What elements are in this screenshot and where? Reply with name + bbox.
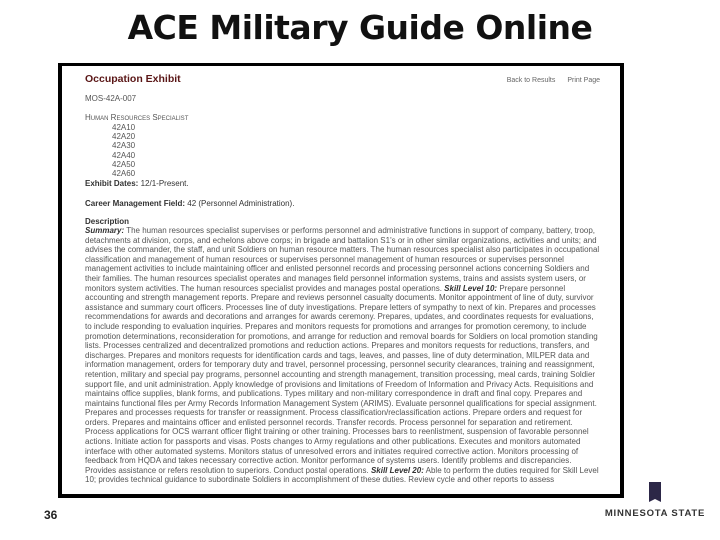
exhibit-dates: [85, 179, 189, 188]
skill-code: 42A20: [112, 132, 136, 142]
skill-code: 42A30: [112, 141, 136, 151]
page-links: [497, 77, 600, 84]
skill-level-20-text: Able to perform the duties required for Skill Level 10; provides technical guidance to subordinate Soldiers in accomplishment of these duties. Review cycle and other reports to assess: [85, 465, 599, 485]
back-to-results-link[interactable]: Back to Results: [506, 77, 556, 84]
occupation-exhibit-page: [62, 66, 620, 494]
minnesota-state-logo: [600, 482, 710, 519]
skill-code: 42A10: [112, 123, 136, 132]
exhibit-dates-label: Exhibit Dates:: [85, 179, 139, 188]
cmf-value: 42 (Personnel Administration).: [187, 199, 295, 208]
skill-level-20-label: Skill Level 20:: [370, 465, 424, 475]
logo-text: MINNESOTA STATE: [604, 508, 706, 519]
exhibit-dates-value: 12/1-Present.: [140, 179, 189, 188]
specialty-title: Human Resources Specialist: [85, 113, 189, 122]
skill-level-10-text: Prepare personnel accounting and strength management reports. Prepare and reviews personnel casualty documents. Monitor appointment of line of duty, survivor assistance and summary court officers. Processes line of duty investigations. Prepare letters of sympathy to next of kin. Prepares and processes recommendations for awards and decorations and arranges for awards ceremony. Prepares, updates, and coordinates requests for evaluations, to include responding to evaluation inquiries. Prepares and monitors requests for promotions and arranges for promotion ceremony, to include promotion determinations, reconsideration for promotions, and arrange for reduction and removal boards for Soldiers on local promotion standing lists. Processes centralized and decentralized promotions and reduction actions. Prepares and monitors requests for reductions, transfers, and discharges. Prepares and monitors requests for identification cards and tags, leaves, and passes, line of duty determination, MILPER data and information management, orders for temporary duty and travel, personnel processing, personnel security clearances, training and reassignment, retention, military and special pay programs, personnel accounting and strength management, transition processing, meal cards, training Soldier support file, and unit administration. Apply knowledge of provisions and limitations of Freedom of Information and Privacy Acts. Requisitions and maintains office supplies, blank forms, and publications. Types military and non-military correspondence in draft and final copy. Prepares and maintains functional files per Army Records Information Management System (ARIMS). Evaluate personnel qualifications for special assignment. Prepares and processes requests for transfer or reassignment. Process classification/reclassification actions. Prepare orders and request for orders. Prepares and maintains officer and enlisted personnel records. Transfer records. Process personnel for separation and retirement. Process applications for OCS warrant officer flight training or other training. Processes bars to reenlistment, suspension of favorable personnel actions. Initiate action for passports and visas. Posts changes to Army regulations and other publications. Executes and monitors automated interface with other automated systems. Monitors status of unresolved errors and initiates required corrective action. Monitors processing of feedback from HQDA and takes necessary corrective action. Monitor performance of systems users. Identify problems and discrepancies. Provides assistance or refers resolution to superiors. Conduct postal operations.: [85, 283, 598, 475]
description-heading: Description: [85, 217, 130, 226]
skill-code: 42A60: [112, 169, 136, 179]
slide-number: 36: [44, 508, 58, 522]
skill-level-10-label: Skill Level 10:: [444, 283, 498, 293]
skill-code: 42A40: [112, 150, 136, 160]
skill-code: 42A50: [112, 159, 136, 169]
logo-banner-icon: [649, 482, 661, 502]
summary-label: Summary:: [85, 226, 125, 235]
skill-code-list: [112, 123, 135, 178]
cmf-label: Career Management Field:: [85, 199, 186, 208]
career-management-field: [85, 199, 294, 208]
mos-id: MOS-42A-007: [85, 94, 137, 103]
description-text: [85, 226, 600, 485]
print-page-link[interactable]: Print Page: [567, 77, 600, 84]
summary-text: The human resources specialist supervises or performs personnel and administrative functions in support of company, battery, troop, detachments at division, corps, and echelons above corps; in brigade and battalion S1's or in other similar organizations, activities and units; and advises the commander, the staff, and unit Soldiers on human resource matters. The human resources specialist also participates in occupational classification and management of human resources or supervises personnel management of human resources or supervises personnel management activities to include maintaining officer and enlisted personnel records and processing personnel actions concerning Soldiers and their families. The human resources specialist operates and manages field personnel information systems, trains and assists system users, or monitors system activities. The human resources specialist provides and manages postal operations.: [85, 226, 600, 293]
slide-title: ACE Military Guide Online: [127, 8, 593, 47]
page-title: Occupation Exhibit: [85, 73, 181, 85]
